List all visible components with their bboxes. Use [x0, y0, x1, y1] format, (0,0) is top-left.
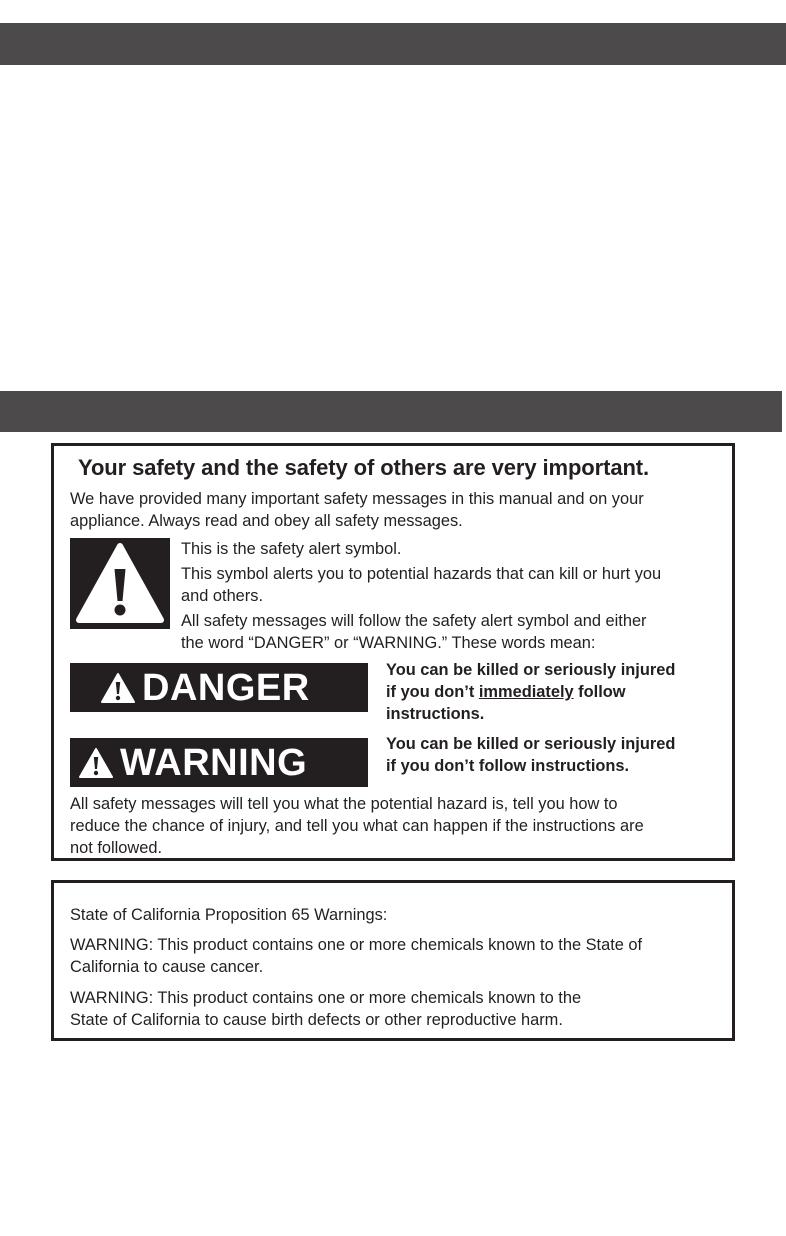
safety-symbol-line-2a: This symbol alerts you to potential hazards that can kill or hurt you: [181, 565, 662, 583]
warning-text-line-2: if you don’t follow instructions.: [386, 757, 630, 775]
danger-signal-panel: [70, 663, 368, 712]
header-bar-safety: [0, 391, 782, 432]
safety-alert-symbol-icon: [70, 538, 170, 629]
danger-text-line-3: instructions.: [386, 705, 485, 723]
danger-text-pre: if you don’t: [386, 683, 479, 701]
prop65-warning-2b: State of California to cause birth defects or other reproductive harm.: [70, 1011, 563, 1029]
safety-closing-line-2: reduce the chance of injury, and tell you what can happen if the instructions are: [70, 817, 644, 835]
prop65-box: [51, 880, 735, 1041]
safety-symbol-line-3a: All safety messages will follow the safety alert symbol and either: [181, 612, 647, 630]
danger-text-line-1: You can be killed or seriously injured: [386, 661, 676, 679]
danger-label: DANGER: [142, 667, 310, 709]
warning-text-line-1: You can be killed or seriously injured: [386, 735, 676, 753]
warning-label: WARNING: [120, 742, 308, 784]
header-bar-top: [0, 23, 786, 65]
prop65-warning-1a: WARNING: This product contains one or more chemicals known to the State of: [70, 936, 643, 954]
danger-text-underlined: immediately: [478, 683, 574, 701]
danger-text-line-2: [386, 681, 626, 703]
prop65-warning-2a: WARNING: This product contains one or more chemicals known to the: [70, 989, 582, 1007]
safety-box: [51, 443, 735, 861]
safety-intro-line-1: We have provided many important safety messages in this manual and on your: [70, 490, 644, 508]
safety-intro-line-2: appliance. Always read and obey all safety messages.: [70, 512, 463, 530]
prop65-heading: State of California Proposition 65 Warnings:: [70, 906, 388, 924]
safety-symbol-line-2b: and others.: [181, 587, 264, 605]
alert-triangle-icon: [78, 747, 114, 784]
safety-title: Your safety and the safety of others are very important.: [78, 455, 650, 480]
warning-signal-panel: [70, 738, 368, 787]
danger-text-post: follow: [573, 683, 626, 701]
alert-triangle-icon: [100, 672, 136, 709]
safety-closing-line-1: All safety messages will tell you what the potential hazard is, tell you how to: [70, 795, 618, 813]
prop65-warning-1b: California to cause cancer.: [70, 958, 264, 976]
safety-symbol-line-1: This is the safety alert symbol.: [181, 540, 402, 558]
safety-closing-line-3: not followed.: [70, 839, 163, 857]
safety-symbol-line-3b: the word “DANGER” or “WARNING.” These words mean:: [181, 634, 596, 652]
